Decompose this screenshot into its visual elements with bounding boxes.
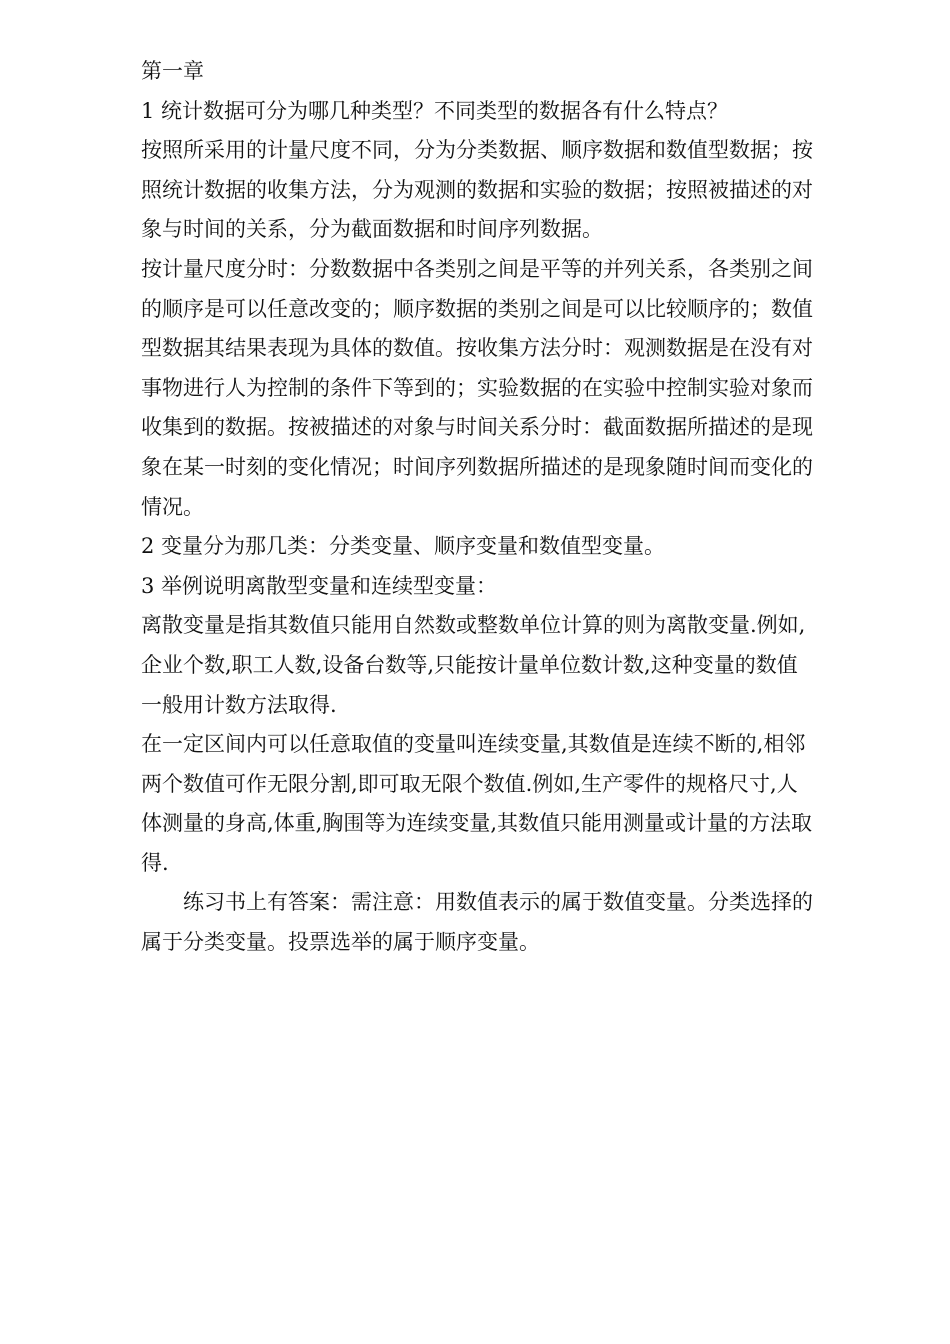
question-2-answer: 2 变量分为那几类：分类变量、顺序变量和数值型变量。 [141,534,666,559]
chapter-heading: 第一章 [141,59,204,83]
answer-1-classification: 按照所采用的计量尺度不同，分为分类数据、顺序数据和数值型数据；按照统计数据的收集方法，分为观测的数据和实验的数据；按照被描述的对象与时间的关系，分为截面数据和时间序列数据。 [141,138,813,242]
question-1: 1 统计数据可分为哪几种类型？不同类型的数据各有什么特点？ [141,98,729,123]
discrete-variable-paragraph: 离散变量是指其数值只能用自然数或整数单位计算的则为离散变量.例如,企业个数,职工人数,设备台数等,只能按计量单位数计数,这种变量的数值一般用计数方法取得. [141,613,806,717]
continuous-variable-paragraph: 在一定区间内可以任意取值的变量叫连续变量,其数值是连续不断的,相邻两个数值可作无限分割,即可取无限个数值.例如,生产零件的规格尺寸,人体测量的身高,体重,胸围等为连续变量,其数值只能用测量或计量的方法取得. [141,732,813,875]
answer-1-characteristics: 按计量尺度分时：分数数据中各类别之间是平等的并列关系，各类别之间的顺序是可以任意改变的；顺序数据的类别之间是可以比较顺序的；数值型数据其结果表现为具体的数值。按收集方法分时：观测数据是在没有对事物进行人为控制的条件下等到的；实验数据的在实验中控制实验对象而收集到的数据。按被描述的对象与时间关系分时：截面数据所描述的是现象在某一时刻的变化情况；时间序列数据所描述的是现象随时间而变化的情况。 [141,256,813,519]
question-3: 3 举例说明离散型变量和连续型变量： [141,573,498,598]
document-body [141,52,813,963]
exercise-note-paragraph: 练习书上有答案：需注意：用数值表示的属于数值变量。分类选择的属于分类变量。投票选举的属于顺序变量。 [141,890,813,955]
